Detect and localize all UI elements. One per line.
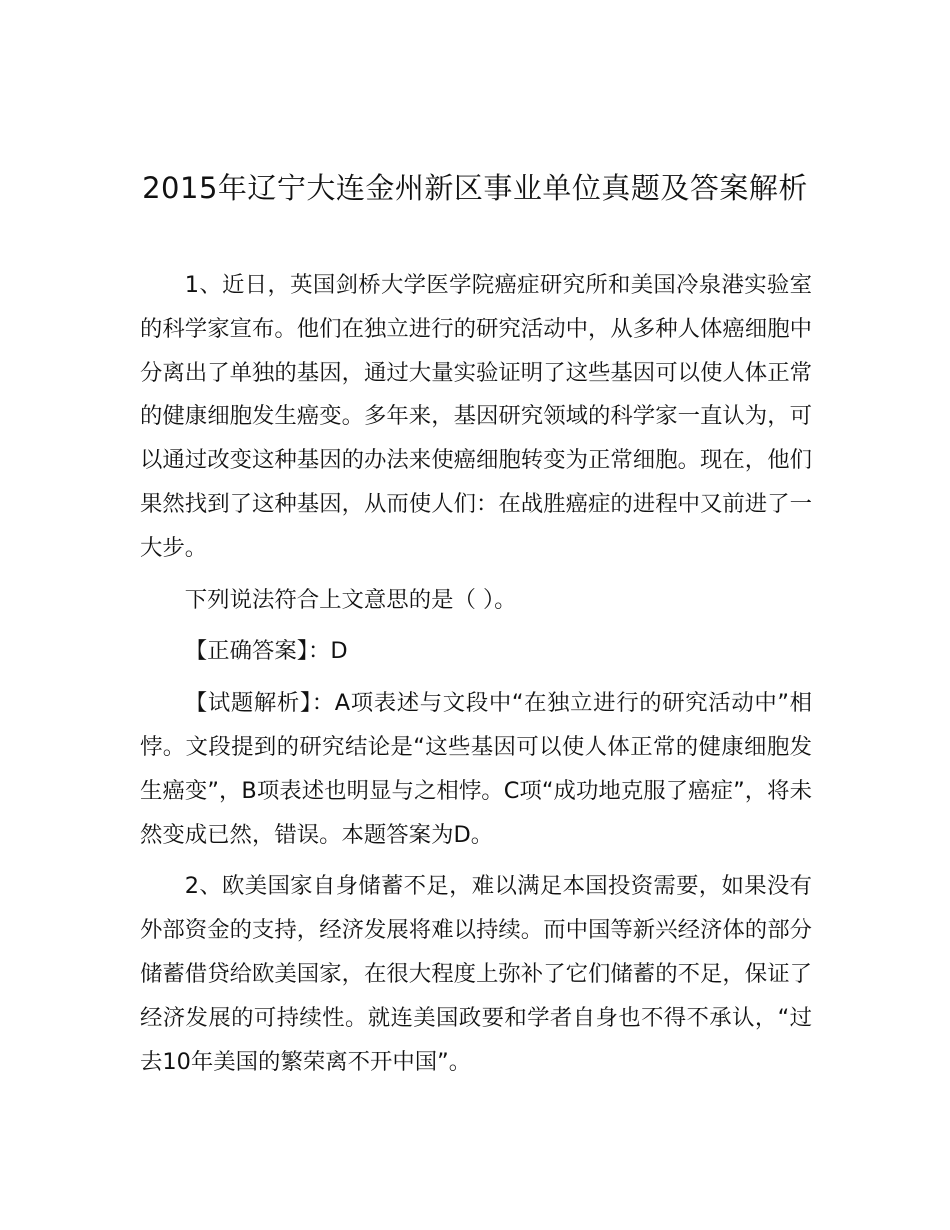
question-1-stem: 1、近日，英国剑桥大学医学院癌症研究所和美国冷泉港实验室的科学家宣布。他们在独立进行的研究活动中，从多种人体癌细胞中分离出了单独的基因，通过大量实验证明了这些基因可以使人体正常的健康细胞发生癌变。多年来，基因研究领域的科学家一直认为，可以通过改变这种基因的办法来使癌细胞转变为正常细胞。现在，他们果然找到了这种基因，从而使人们：在战胜癌症的进程中又前进了一大步。 (140, 272, 812, 561)
question-1-analysis: 【试题解析】：A项表述与文段中“在独立进行的研究活动中”相悖。文段提到的研究结论是“这些基因可以使人体正常的健康细胞发生癌变”，B项表述也明显与之相悖。C项“成功地克服了癌症”，将未然变成已然，错误。本题答案为D。 (140, 690, 812, 848)
question-1-answer: 【正确答案】：D (184, 638, 348, 665)
document-title: 2015年辽宁大连金州新区事业单位真题及答案解析 (142, 171, 808, 205)
question-1-prompt: 下列说法符合上文意思的是（ ）。 (184, 586, 517, 613)
document-body (140, 264, 812, 1084)
question-2-stem: 2、欧美国家自身储蓄不足，难以满足本国投资需要，如果没有外部资金的支持，经济发展将难以持续。而中国等新兴经济体的部分储蓄借贷给欧美国家，在很大程度上弥补了它们储蓄的不足，保证了经济发展的可持续性。就连美国政要和学者自身也不得不承认，“过去10年美国的繁荣离不开中国”。 (140, 873, 812, 1075)
